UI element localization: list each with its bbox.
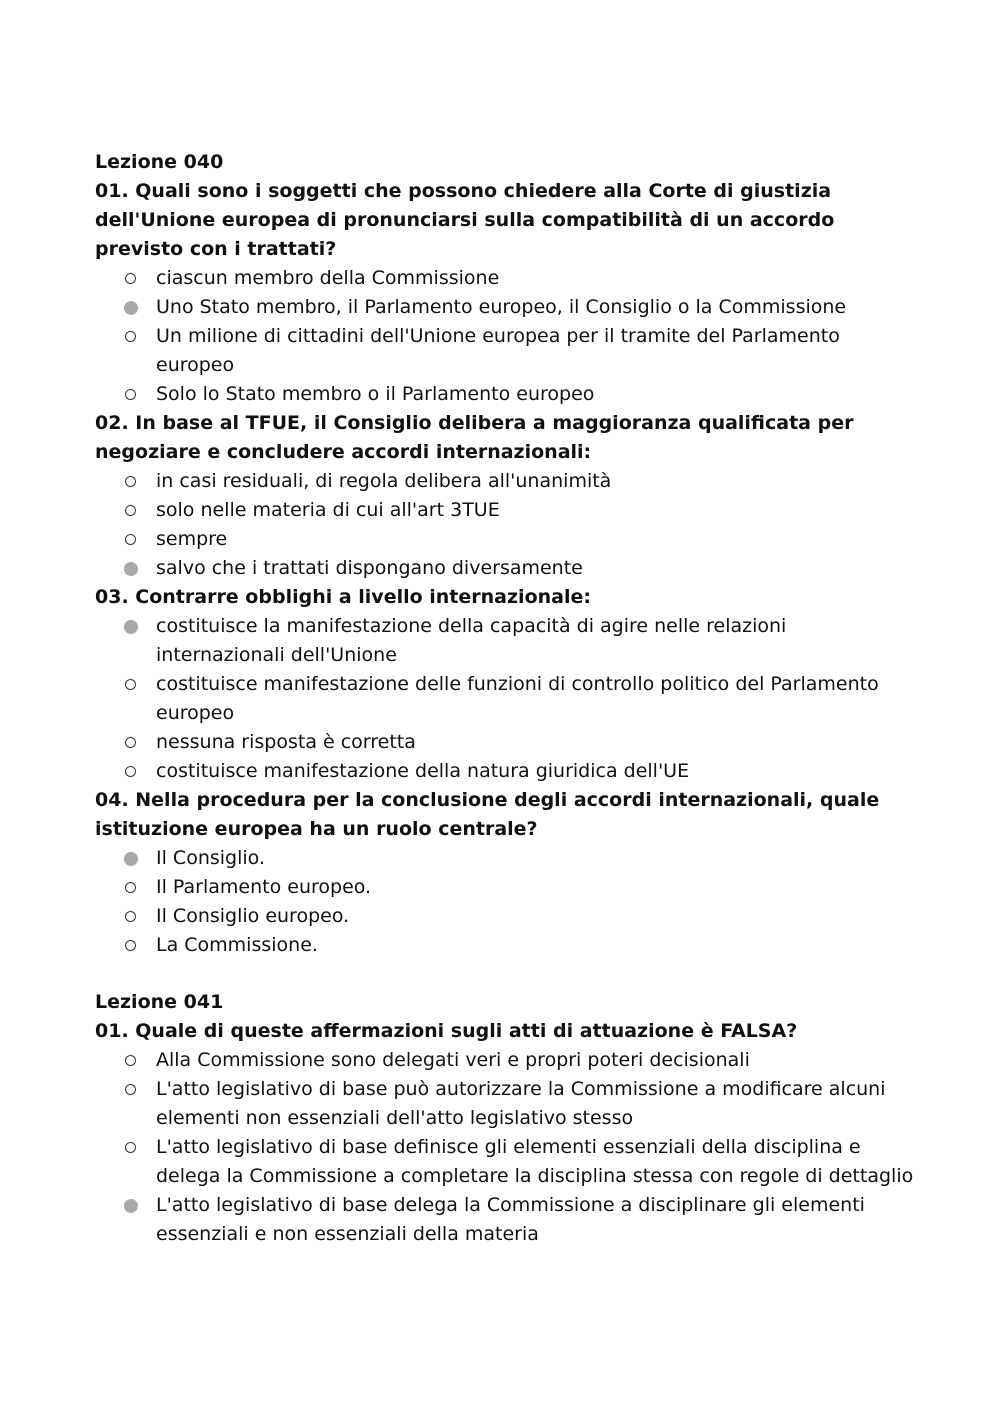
option-label: sempre bbox=[156, 528, 228, 550]
radio-empty-icon bbox=[125, 534, 136, 545]
option-list bbox=[95, 1046, 920, 1249]
question-text: 03. Contrarre obblighi a livello internazionale: bbox=[95, 586, 591, 608]
option-item[interactable] bbox=[95, 322, 920, 380]
radio-empty-icon bbox=[125, 737, 136, 748]
option-item[interactable] bbox=[95, 728, 920, 757]
option-item[interactable] bbox=[95, 1191, 920, 1249]
option-item[interactable] bbox=[95, 496, 920, 525]
option-label: Il Parlamento europeo. bbox=[156, 876, 372, 898]
radio-empty-icon bbox=[125, 1055, 136, 1066]
lesson-title: Lezione 040 bbox=[95, 151, 224, 173]
radio-empty-icon bbox=[125, 273, 136, 284]
option-list bbox=[95, 264, 920, 409]
option-item[interactable] bbox=[95, 902, 920, 931]
option-label: Un milione di cittadini dell'Unione europea per il tramite del Parlamento europeo bbox=[156, 325, 840, 376]
option-label: solo nelle materia di cui all'art 3TUE bbox=[156, 499, 500, 521]
radio-selected-icon bbox=[124, 620, 138, 634]
lesson-040 bbox=[95, 148, 920, 960]
radio-empty-icon bbox=[125, 331, 136, 342]
option-label: Il Consiglio europeo. bbox=[156, 905, 350, 927]
option-label: Alla Commissione sono delegati veri e propri poteri decisionali bbox=[156, 1049, 750, 1071]
option-label: costituisce la manifestazione della capacità di agire nelle relazioni internazionali dell'Unione bbox=[156, 615, 787, 666]
option-label: Solo lo Stato membro o il Parlamento europeo bbox=[156, 383, 595, 405]
option-item[interactable] bbox=[95, 612, 920, 670]
radio-selected-icon bbox=[124, 1199, 138, 1213]
option-label: in casi residuali, di regola delibera all'unanimità bbox=[156, 470, 612, 492]
question-text: 04. Nella procedura per la conclusione degli accordi internazionali, quale istituzione europea ha un ruolo centrale? bbox=[95, 789, 880, 840]
option-item[interactable] bbox=[95, 380, 920, 409]
option-list bbox=[95, 467, 920, 583]
option-label: L'atto legislativo di base delega la Commissione a disciplinare gli elementi essenziali e non essenziali della materia bbox=[156, 1194, 865, 1245]
option-label: La Commissione. bbox=[156, 934, 318, 956]
option-item[interactable] bbox=[95, 931, 920, 960]
option-label: salvo che i trattati dispongano diversamente bbox=[156, 557, 583, 579]
question-item bbox=[95, 1017, 920, 1249]
radio-empty-icon bbox=[125, 505, 136, 516]
option-label: nessuna risposta è corretta bbox=[156, 731, 416, 753]
option-item[interactable] bbox=[95, 757, 920, 786]
option-item[interactable] bbox=[95, 1075, 920, 1133]
option-label: costituisce manifestazione della natura giuridica dell'UE bbox=[156, 760, 690, 782]
radio-empty-icon bbox=[125, 476, 136, 487]
radio-selected-icon bbox=[124, 852, 138, 866]
radio-selected-icon bbox=[124, 301, 138, 315]
option-label: ciascun membro della Commissione bbox=[156, 267, 500, 289]
option-item[interactable] bbox=[95, 525, 920, 554]
question-item bbox=[95, 583, 920, 786]
option-item[interactable] bbox=[95, 670, 920, 728]
option-item[interactable] bbox=[95, 844, 920, 873]
option-item[interactable] bbox=[95, 554, 920, 583]
radio-empty-icon bbox=[125, 940, 136, 951]
radio-empty-icon bbox=[125, 766, 136, 777]
option-item[interactable] bbox=[95, 467, 920, 496]
question-item bbox=[95, 409, 920, 583]
option-item[interactable] bbox=[95, 1046, 920, 1075]
question-text: 01. Quali sono i soggetti che possono chiedere alla Corte di giustizia dell'Unione europea di pronunciarsi sulla compatibilità di un accordo previsto con i trattati? bbox=[95, 180, 835, 260]
option-item[interactable] bbox=[95, 1133, 920, 1191]
radio-empty-icon bbox=[125, 882, 136, 893]
lesson-041 bbox=[95, 988, 920, 1249]
option-list bbox=[95, 612, 920, 786]
option-label: costituisce manifestazione delle funzioni di controllo politico del Parlamento europeo bbox=[156, 673, 879, 724]
radio-empty-icon bbox=[125, 389, 136, 400]
option-label: Il Consiglio. bbox=[156, 847, 265, 869]
radio-empty-icon bbox=[125, 1084, 136, 1095]
question-text: 01. Quale di queste affermazioni sugli atti di attuazione è FALSA? bbox=[95, 1020, 798, 1042]
lesson-title: Lezione 041 bbox=[95, 991, 224, 1013]
option-label: L'atto legislativo di base può autorizzare la Commissione a modificare alcuni elementi non essenziali dell'atto legislativo stesso bbox=[156, 1078, 886, 1129]
question-item bbox=[95, 177, 920, 409]
question-item bbox=[95, 786, 920, 960]
radio-empty-icon bbox=[125, 679, 136, 690]
option-item[interactable] bbox=[95, 873, 920, 902]
option-item[interactable] bbox=[95, 264, 920, 293]
option-label: Uno Stato membro, il Parlamento europeo, il Consiglio o la Commissione bbox=[156, 296, 847, 318]
option-label: L'atto legislativo di base definisce gli elementi essenziali della disciplina e delega la Commissione a completare la disciplina stessa con regole di dettaglio bbox=[156, 1136, 914, 1187]
option-item[interactable] bbox=[95, 293, 920, 322]
question-text: 02. In base al TFUE, il Consiglio delibera a maggioranza qualificata per negoziare e concludere accordi internazionali: bbox=[95, 412, 854, 463]
radio-empty-icon bbox=[125, 911, 136, 922]
radio-selected-icon bbox=[124, 562, 138, 576]
radio-empty-icon bbox=[125, 1142, 136, 1153]
option-list bbox=[95, 844, 920, 960]
